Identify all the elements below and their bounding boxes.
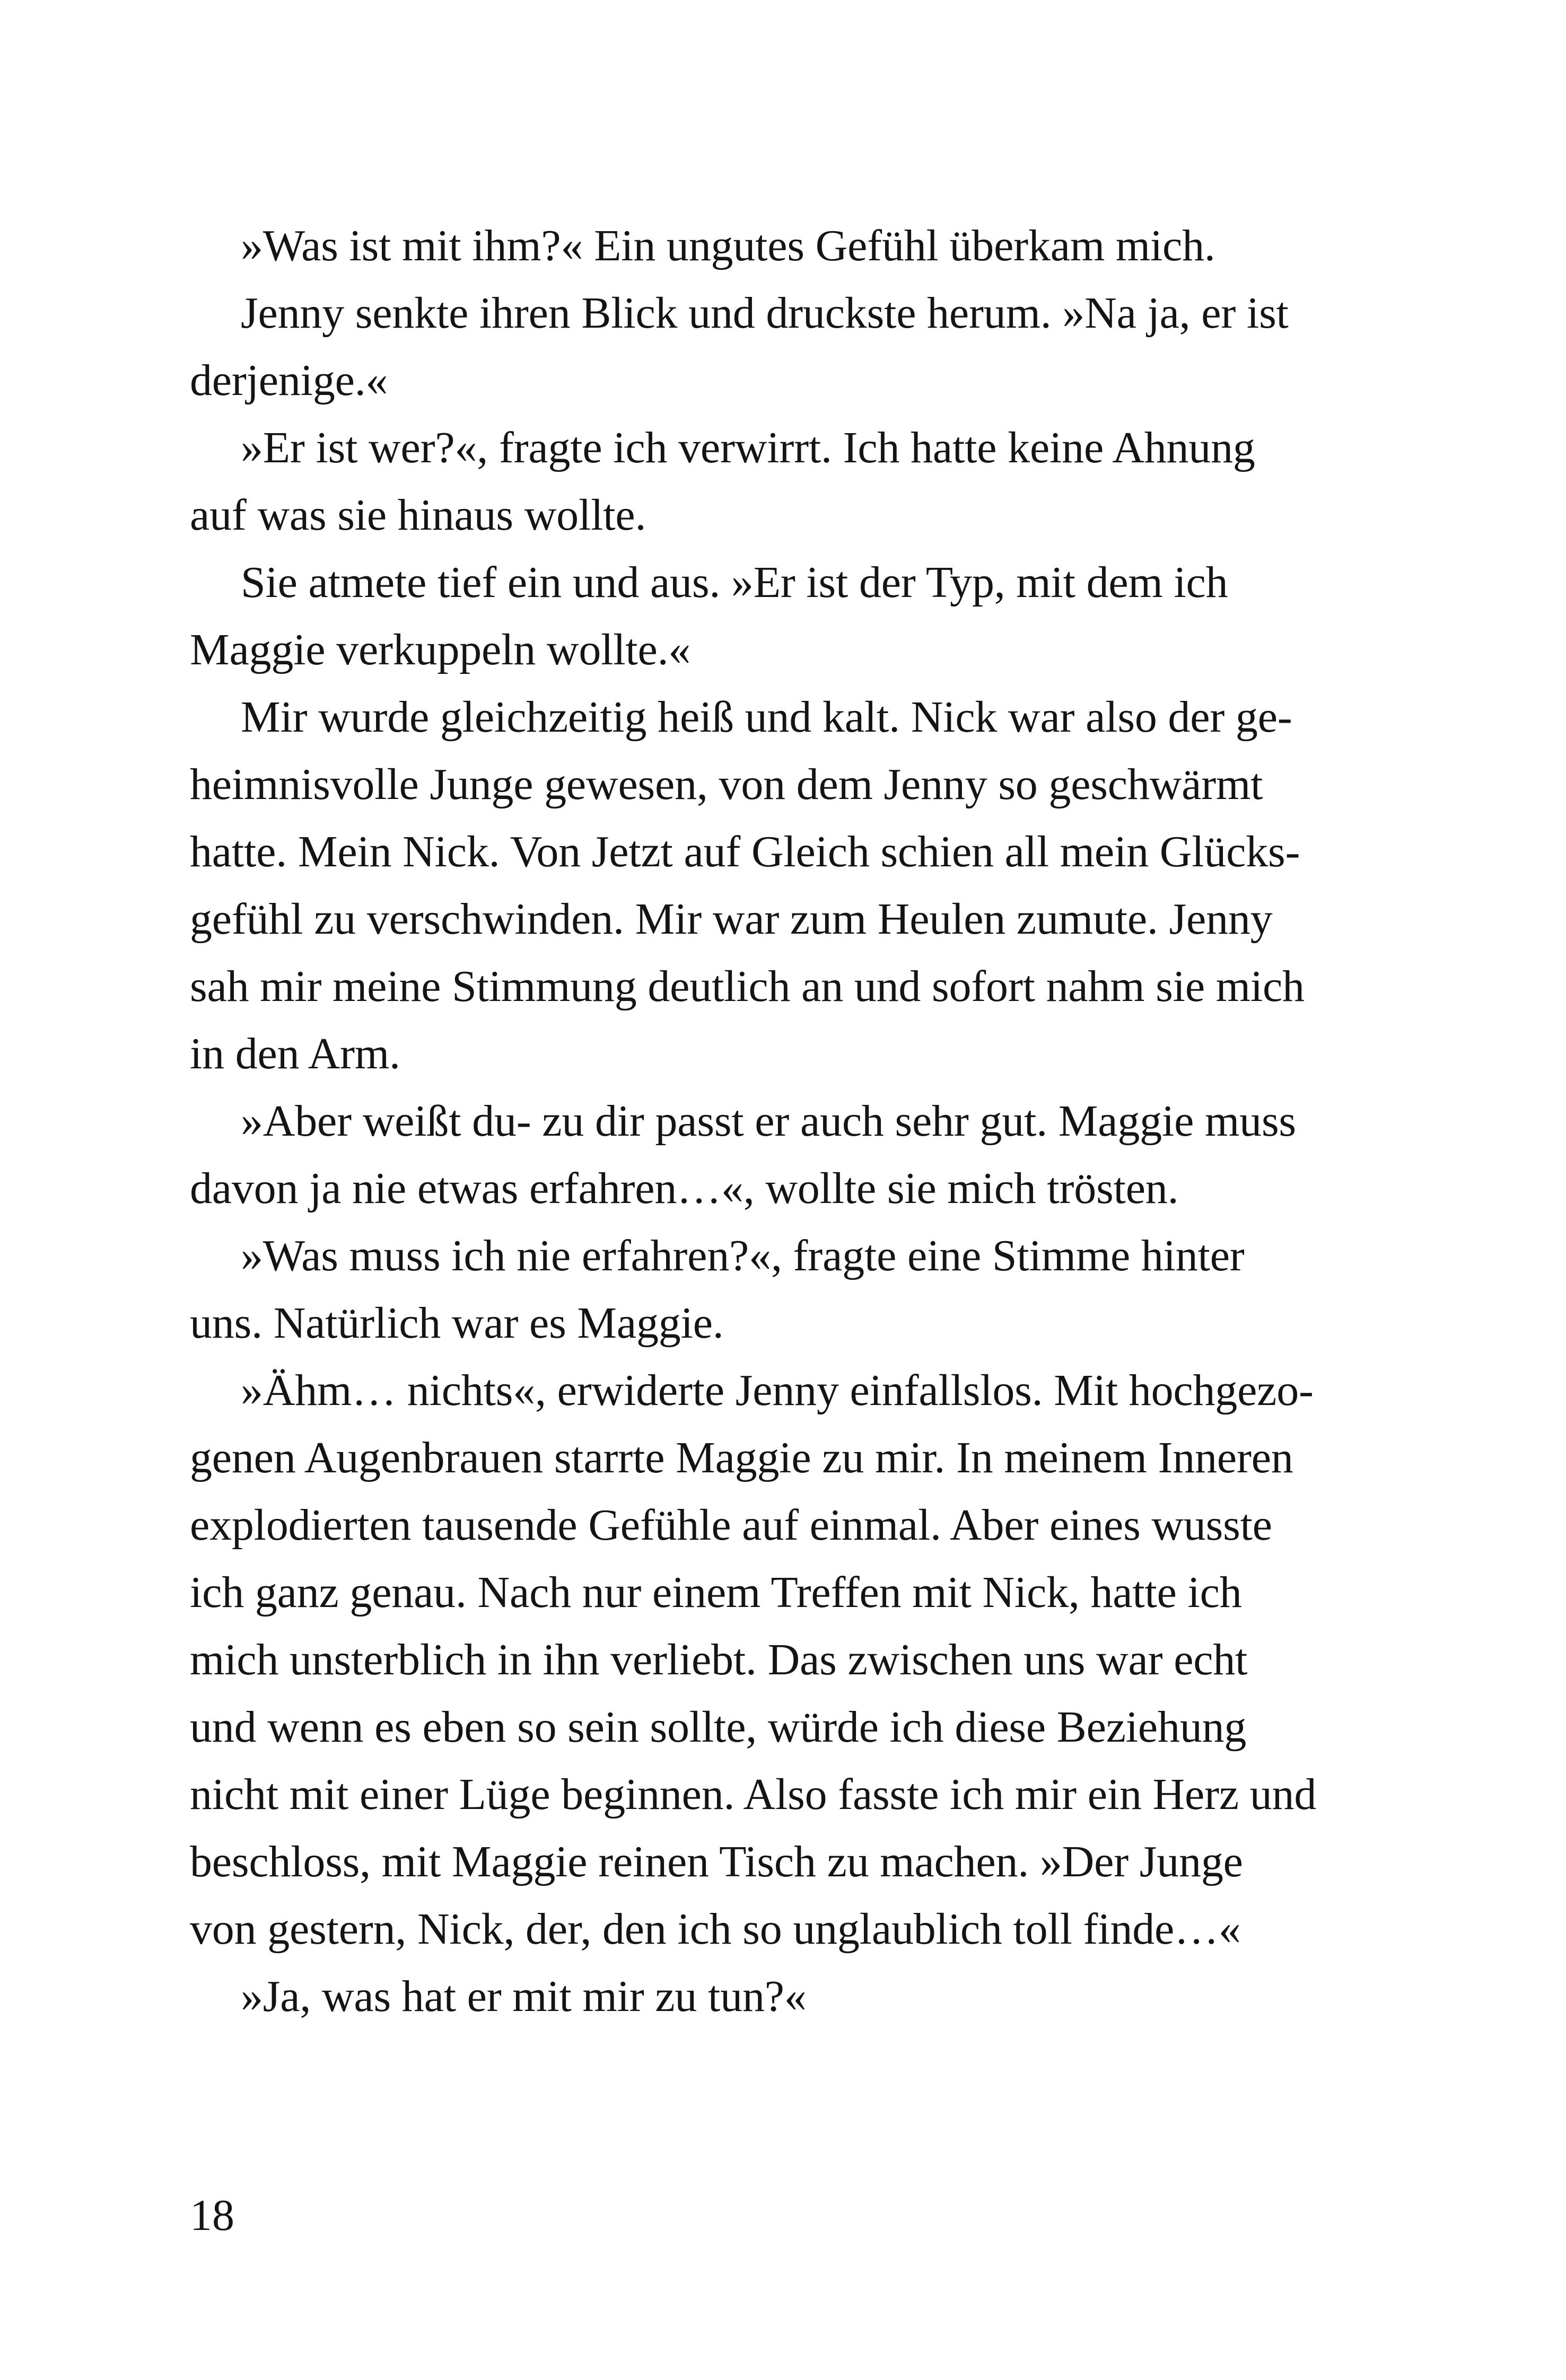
text-line: in den Arm.: [190, 1029, 400, 1078]
text-line: ich ganz genau. Nach nur einem Treffen mit Nick, hatte ich: [190, 1568, 1242, 1617]
text-line: und wenn es eben so sein sollte, würde ich diese Beziehung: [190, 1702, 1247, 1752]
text-line: Maggie verkuppeln wollte.«: [190, 625, 691, 674]
text-line: genen Augenbrauen starrte Maggie zu mir. In meinem Inneren: [190, 1433, 1293, 1482]
body-text: [190, 212, 1325, 2030]
text-line: von gestern, Nick, der, den ich so unglaublich toll finde…«: [190, 1904, 1241, 1954]
text-line: gefühl zu verschwinden. Mir war zum Heulen zumute. Jenny: [190, 894, 1273, 944]
text-line: explodierten tausende Gefühle auf einmal. Aber eines wusste: [190, 1500, 1272, 1550]
page-number: 18: [190, 2191, 234, 2240]
text-line: »Ja, was hat er mit mir zu tun?«: [241, 1972, 807, 2021]
text-line: Mir wurde gleichzeitig heiß und kalt. Nick war also der ge-: [241, 692, 1292, 742]
text-line: Sie atmete tief ein und aus. »Er ist der Typ, mit dem ich: [241, 558, 1228, 607]
text-line: davon ja nie etwas erfahren…«, wollte sie mich trösten.: [190, 1164, 1179, 1213]
text-line: heimnisvolle Junge gewesen, von dem Jenny so geschwärmt: [190, 760, 1263, 809]
text-line: »Ähm… nichts«, erwiderte Jenny einfallslos. Mit hochgezo-: [241, 1366, 1314, 1415]
text-line: uns. Natürlich war es Maggie.: [190, 1298, 724, 1348]
text-line: hatte. Mein Nick. Von Jetzt auf Gleich schien all mein Glücks-: [190, 827, 1300, 876]
text-line: sah mir meine Stimmung deutlich an und sofort nahm sie mich: [190, 962, 1305, 1011]
text-line: »Was muss ich nie erfahren?«, fragte eine Stimme hinter: [241, 1231, 1245, 1280]
text-line: »Was ist mit ihm?« Ein ungutes Gefühl überkam mich.: [241, 221, 1215, 270]
text-line: derjenige.«: [190, 356, 388, 405]
text-line: mich unsterblich in ihn verliebt. Das zwischen uns war echt: [190, 1635, 1248, 1684]
text-line: Jenny senkte ihren Blick und druckste herum. »Na ja, er ist: [241, 288, 1289, 338]
text-line: beschloss, mit Maggie reinen Tisch zu machen. »Der Junge: [190, 1837, 1243, 1886]
text-line: nicht mit einer Lüge beginnen. Also fasste ich mir ein Herz und: [190, 1770, 1317, 1819]
text-line: »Er ist wer?«, fragte ich verwirrt. Ich hatte keine Ahnung: [241, 423, 1255, 472]
text-line: auf was sie hinaus wollte.: [190, 490, 646, 540]
text-line: »Aber weißt du- zu dir passt er auch sehr gut. Maggie muss: [241, 1096, 1296, 1146]
